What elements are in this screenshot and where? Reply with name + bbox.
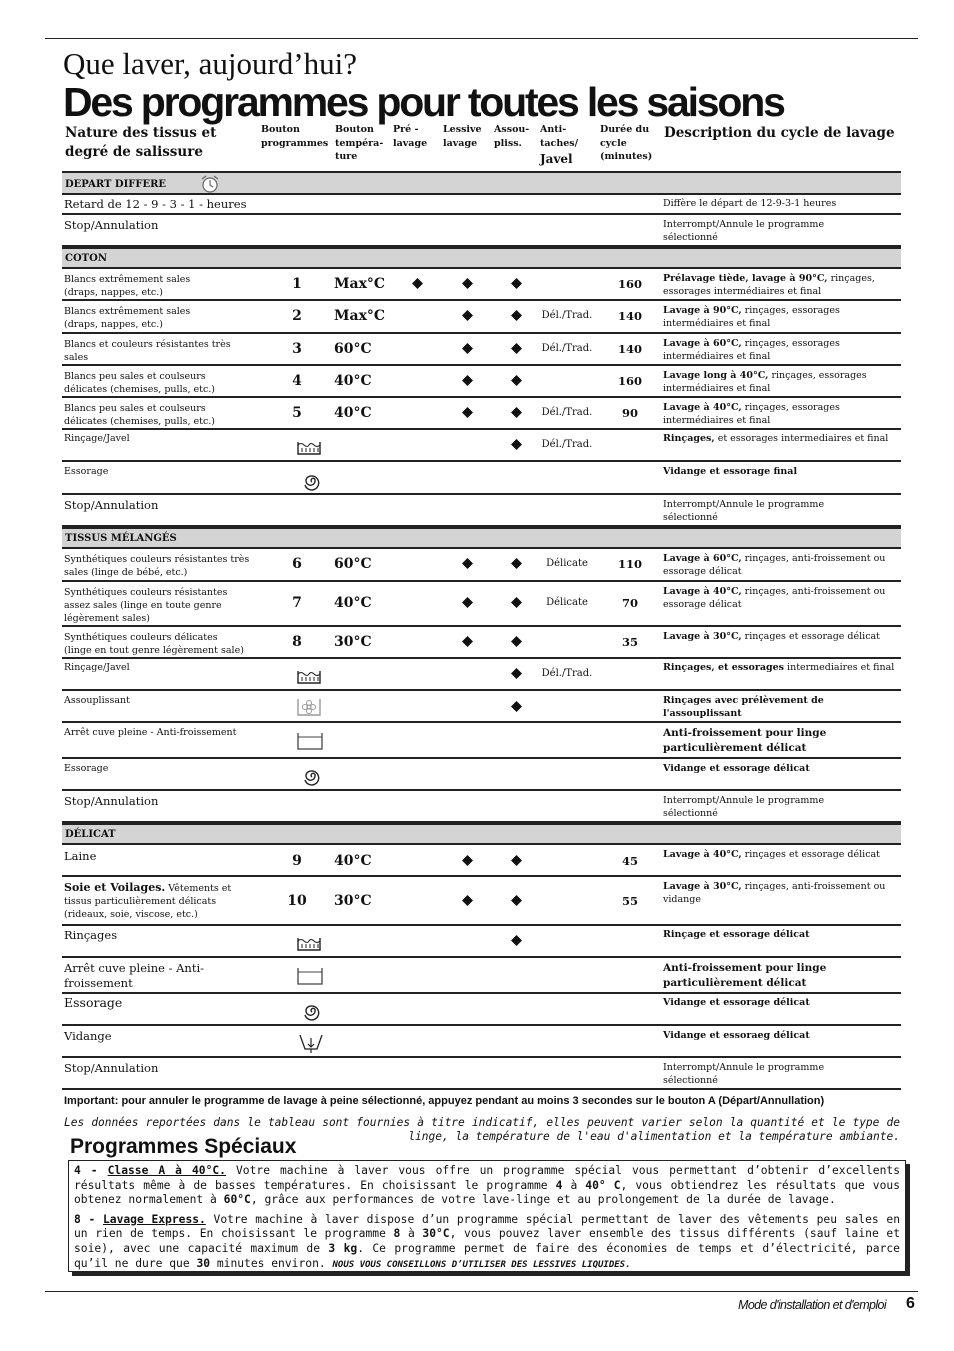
- diamond-icon: [462, 343, 473, 354]
- diamond-icon: [511, 597, 522, 608]
- diamond-icon: [462, 895, 473, 906]
- footer-text: Mode d'installation et d'emploi: [738, 1298, 887, 1312]
- table-row: Vidange Vidange et essoraeg délicat: [62, 1026, 901, 1058]
- col-header-anti-taches: Anti- taches/: [540, 124, 579, 149]
- section-label: DEPART DIFFERE: [65, 179, 167, 190]
- section-tissus-melanges: TISSUS MÉLANGÉS: [62, 527, 901, 549]
- diamond-icon: [462, 558, 473, 569]
- section-depart-differe: [62, 171, 901, 195]
- col-header-lessive: Lessive lavage: [443, 124, 482, 149]
- table-row: Synthétiques couleurs délicates (linge en tout genre légèrement sale) 8 30°C 35 Lavage à 30°C, rinçages et essorage délicat: [62, 627, 901, 659]
- diamond-icon: [511, 636, 522, 647]
- rinse-tub-icon: [296, 935, 322, 955]
- col-header-javel: Javel: [540, 152, 573, 166]
- diamond-icon: [462, 278, 473, 289]
- diamond-icon: [462, 375, 473, 386]
- table-row: Synthétiques couleurs résistantes très sales (linge de bébé, etc.) 6 60°C Délicate 110 Lavage à 60°C, rinçages, anti-froissement ou essorage délicat: [62, 549, 901, 582]
- spin-spiral-icon: [300, 766, 324, 790]
- table-row: Essorage Vidange et essorage délicat: [62, 994, 901, 1026]
- table-row: Stop/Annulation Interrompt/Annule le programme sélectionné: [62, 791, 901, 823]
- diamond-icon: [511, 855, 522, 866]
- table-row: Blancs peu sales et coulseurs délicates (chemises, pulls, etc.) 5 40°C Dél./Trad. 90 Lavage à 40°C, rinçages, essorages intermédiaires et final: [62, 398, 901, 430]
- page-number: 6: [906, 1295, 915, 1312]
- col-header-bouton-programmes: Bouton programmes: [261, 124, 329, 149]
- table-row: Arrêt cuve pleine - Anti-froissement Anti-froissement pour linge particulièrement délicat: [62, 723, 901, 759]
- diamond-icon: [511, 935, 522, 946]
- diamond-icon: [511, 407, 522, 418]
- section-coton: COTON: [62, 247, 901, 269]
- drain-pump-icon: [298, 1032, 324, 1058]
- table-row: Arrêt cuve pleine - Anti- froissement Anti-froissement pour linge particulièrement délicat: [62, 958, 901, 994]
- diamond-icon: [462, 636, 473, 647]
- col-header-prelavage: Pré - lavage: [393, 124, 428, 149]
- table-row: Soie et Voilages. Vêtements et tissus particulièrement délicats (rideaux, soie, viscose, etc.) 10 30°C 55 Lavage à 30°C, rinçages, anti-froissement ou vidange: [62, 877, 901, 926]
- table-row: Rinçage/Javel Dél./Trad. Rinçages, et essorages intermediaires et final: [62, 659, 901, 691]
- section-delicat: DÉLICAT: [62, 823, 901, 845]
- col-header-description: Description du cycle de lavage: [664, 125, 895, 141]
- table-row: Blancs extrêmement sales (draps, nappes, etc.) 1 Max°C 160 Prélavage tiède, lavage à 90°C, rinçages, essorages intermédiaires et final: [62, 269, 901, 301]
- table-row: Assouplissant Rinçages avec prélèvement de l'assouplissant: [62, 691, 901, 723]
- table-row: Synthétiques couleurs résistantes assez sales (linge en toute genre légèrement sales) 7 40°C Délicate 70 Lavage à 40°C, rinçages, anti-froissement ou essorage délicat: [62, 582, 901, 627]
- diamond-icon: [462, 310, 473, 321]
- diamond-icon: [511, 558, 522, 569]
- col-header-bouton-temperature: Bouton tempéra- ture: [335, 124, 384, 162]
- table-row: Blancs et couleurs résistantes très sales 3 60°C Dél./Trad. 140 Lavage à 60°C, rinçages, essorages intermédiaires et final: [62, 334, 901, 366]
- diamond-icon: [511, 375, 522, 386]
- col-header-assoupliss: Assou- pliss.: [494, 124, 530, 149]
- bottom-rule: [45, 1291, 918, 1292]
- special-programs-title: Programmes Spéciaux: [70, 1135, 297, 1158]
- table-row: Essorage Vidange et essorage final: [62, 462, 901, 495]
- diamond-icon: [511, 895, 522, 906]
- diamond-icon: [511, 278, 522, 289]
- softener-flower-icon: [296, 697, 322, 721]
- col-header-duree: Durée du cycle (minutes): [600, 124, 653, 162]
- diamond-icon: [511, 343, 522, 354]
- table-row: Blancs peu sales et coulseurs délicates (chemises, pulls, etc.) 4 40°C 160 Lavage long à 40°C, rinçages, essorages intermédiaires et final: [62, 366, 901, 398]
- diamond-icon: [462, 597, 473, 608]
- table-row: Laine 9 40°C 45 Lavage à 40°C, rinçages et essorage délicat: [62, 845, 901, 877]
- table-row: Rinçages Rinçage et essorage délicat: [62, 926, 901, 958]
- table-row: Blancs extrêmement sales (draps, nappes, etc.) 2 Max°C Dél./Trad. 140 Lavage à 90°C, rinçages, essorages intermédiaires et final: [62, 301, 901, 334]
- page-title: Des programmes pour toutes les saisons: [63, 79, 784, 125]
- diamond-icon: [412, 278, 423, 289]
- rinse-tub-icon: [296, 439, 322, 459]
- col-header-nature: Nature des tissus et degré de salissure: [65, 125, 217, 160]
- special-programs-box: [68, 1160, 906, 1272]
- rinse-tub-icon: [296, 668, 322, 688]
- diamond-icon: [511, 439, 522, 450]
- full-tub-icon: [296, 966, 324, 990]
- important-note: Important: pour annuler le programme de lavage à peine sélectionné, appuyez pendant au moins 3 secondes sur le bouton A (Départ/Annullation): [64, 1095, 825, 1107]
- diamond-icon: [511, 701, 522, 712]
- special-program-8: 8 - Lavage Express. Votre machine à laver dispose d’un programme spécial permettant de laver des vêtements peu sales en un rien de temps. En choisissant le programme 8 à 30°C, vous pouvez laver ensemble des tissus différents (sauf laine et soie), avec une capacité maximum de 3 kg. Ce programme permet de faire des économies de temps et d’électricité, parce qu’il ne dure que 30 minutes environ. NOUS VOUS CONSEILLONS D’UTILISER DES LESSIVES LIQUIDES.: [74, 1212, 900, 1270]
- table-row: Stop/Annulation Interrompt/Annule le programme sélectionné: [62, 215, 901, 247]
- disclaimer-note: Les données reportées dans le tableau sont fournies à titre indicatif, elles peuvent varier selon la quantité et le type de linge, la température de l'eau d'alimentation et la température ambiante.: [64, 1116, 900, 1144]
- full-tub-icon: [296, 731, 324, 755]
- diamond-icon: [511, 668, 522, 679]
- diamond-icon: [462, 855, 473, 866]
- diamond-icon: [462, 407, 473, 418]
- table-row: Retard de 12 - 9 - 3 - 1 - heures Diffère le départ de 12-9-3-1 heures: [62, 195, 901, 215]
- page-pretitle: Que laver, aujourd’hui?: [63, 46, 358, 81]
- diamond-icon: [511, 310, 522, 321]
- spin-spiral-icon: [300, 471, 324, 495]
- top-rule: [45, 38, 918, 39]
- table-row: Stop/Annulation Interrompt/Annule le programme sélectionné: [62, 1058, 901, 1090]
- table-row: Stop/Annulation Interrompt/Annule le programme sélectionné: [62, 495, 901, 527]
- spin-spiral-icon: [300, 1001, 324, 1025]
- special-program-4: 4 - Classe A à 40°C. Votre machine à laver vous offre un programme spécial vous permettant d’obtenir d’excellents résultats même à de basses températures. En choisissant le programme 4 à 40° C, vous obtiendrez les résultats que vous obtenez normalement à 60°C, grâce aux performances de votre lave-linge et au prolongement de la durée de lavage.: [74, 1164, 900, 1207]
- table-row: Essorage Vidange et essorage délicat: [62, 759, 901, 791]
- table-row: Rinçage/Javel Dél./Trad. Rinçages, et essorages intermediaires et final: [62, 430, 901, 462]
